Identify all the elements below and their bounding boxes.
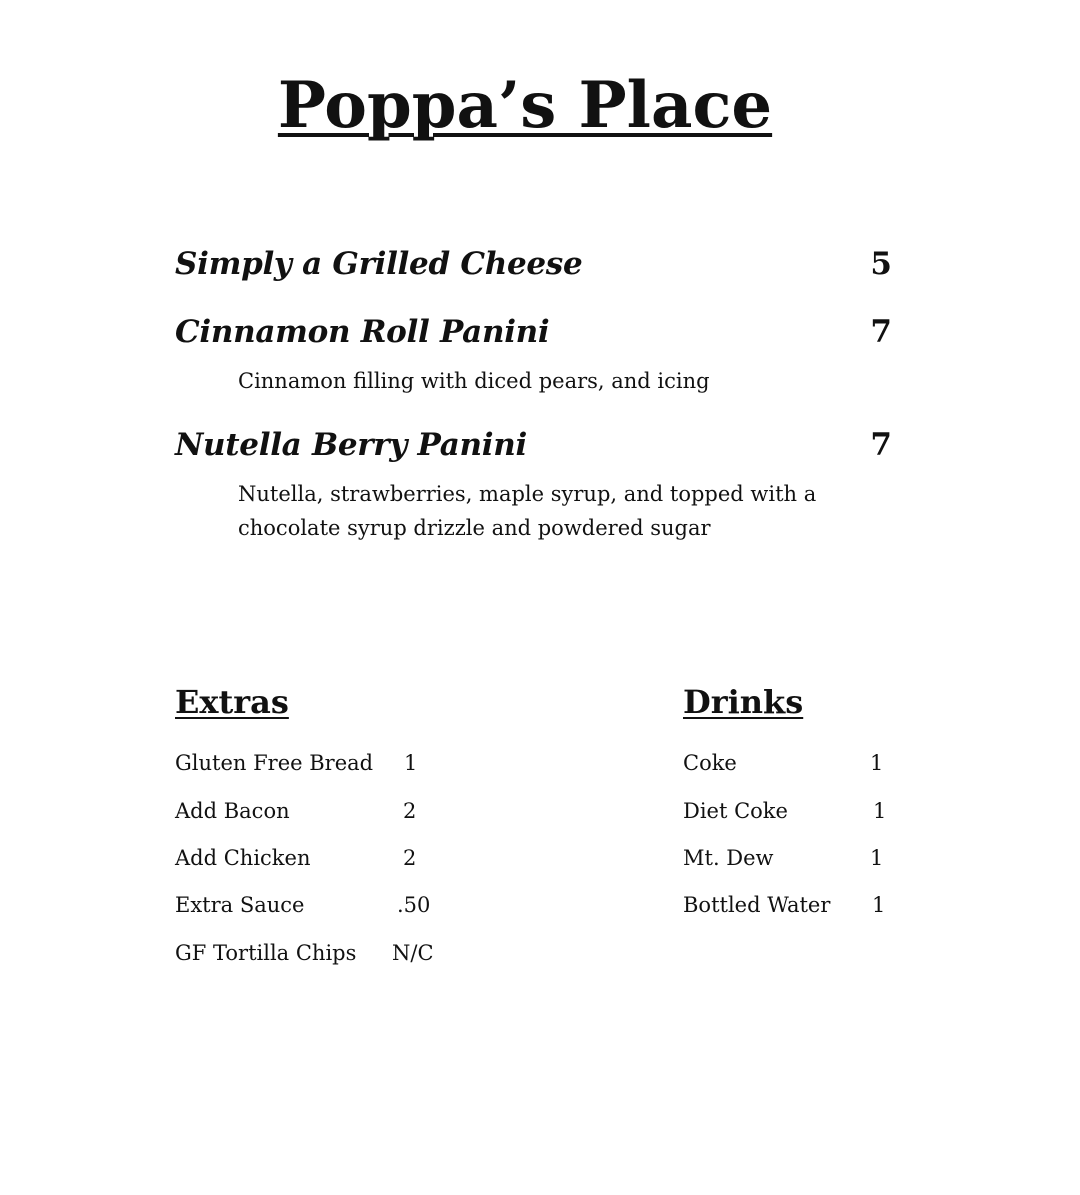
extras-row-label: Extra Sauce bbox=[175, 893, 305, 917]
drinks-row-price: 1 bbox=[873, 799, 887, 823]
item-price-grilled-cheese: 5 bbox=[870, 246, 892, 282]
drinks-row-label: Mt. Dew bbox=[683, 846, 774, 870]
extras-row-label: Add Chicken bbox=[175, 846, 311, 870]
drinks-row-label: Bottled Water bbox=[683, 893, 831, 917]
item-desc-cinnamon-roll-panini: Cinnamon filling with diced pears, and icing bbox=[238, 369, 710, 393]
extras-row-price: 2 bbox=[403, 799, 417, 823]
item-desc-nutella-line-2: chocolate syrup drizzle and powdered sugar bbox=[238, 516, 711, 540]
extras-row-price: 1 bbox=[404, 751, 418, 775]
extras-heading: Extras bbox=[175, 683, 289, 721]
item-desc-nutella-line-1: Nutella, strawberries, maple syrup, and topped with a bbox=[238, 482, 817, 506]
item-price-nutella-berry-panini: 7 bbox=[870, 427, 892, 463]
drinks-row-label: Diet Coke bbox=[683, 799, 788, 823]
extras-row-label: GF Tortilla Chips bbox=[175, 941, 357, 965]
item-name-nutella-berry-panini: Nutella Berry Panini bbox=[175, 427, 527, 463]
item-price-cinnamon-roll-panini: 7 bbox=[870, 314, 892, 350]
drinks-row-price: 1 bbox=[872, 893, 886, 917]
item-name-grilled-cheese: Simply a Grilled Cheese bbox=[175, 246, 583, 282]
drinks-row-price: 1 bbox=[870, 751, 884, 775]
drinks-heading: Drinks bbox=[683, 683, 804, 721]
drinks-row-price: 1 bbox=[870, 846, 884, 870]
extras-row-price: N/C bbox=[392, 941, 434, 965]
extras-row-price: .50 bbox=[397, 893, 431, 917]
extras-row-label: Add Bacon bbox=[175, 799, 290, 823]
extras-row-price: 2 bbox=[403, 846, 417, 870]
extras-row-label: Gluten Free Bread bbox=[175, 751, 374, 775]
menu-title: Poppa’s Place bbox=[277, 68, 773, 143]
drinks-row-label: Coke bbox=[683, 751, 737, 775]
item-name-cinnamon-roll-panini: Cinnamon Roll Panini bbox=[175, 314, 550, 350]
